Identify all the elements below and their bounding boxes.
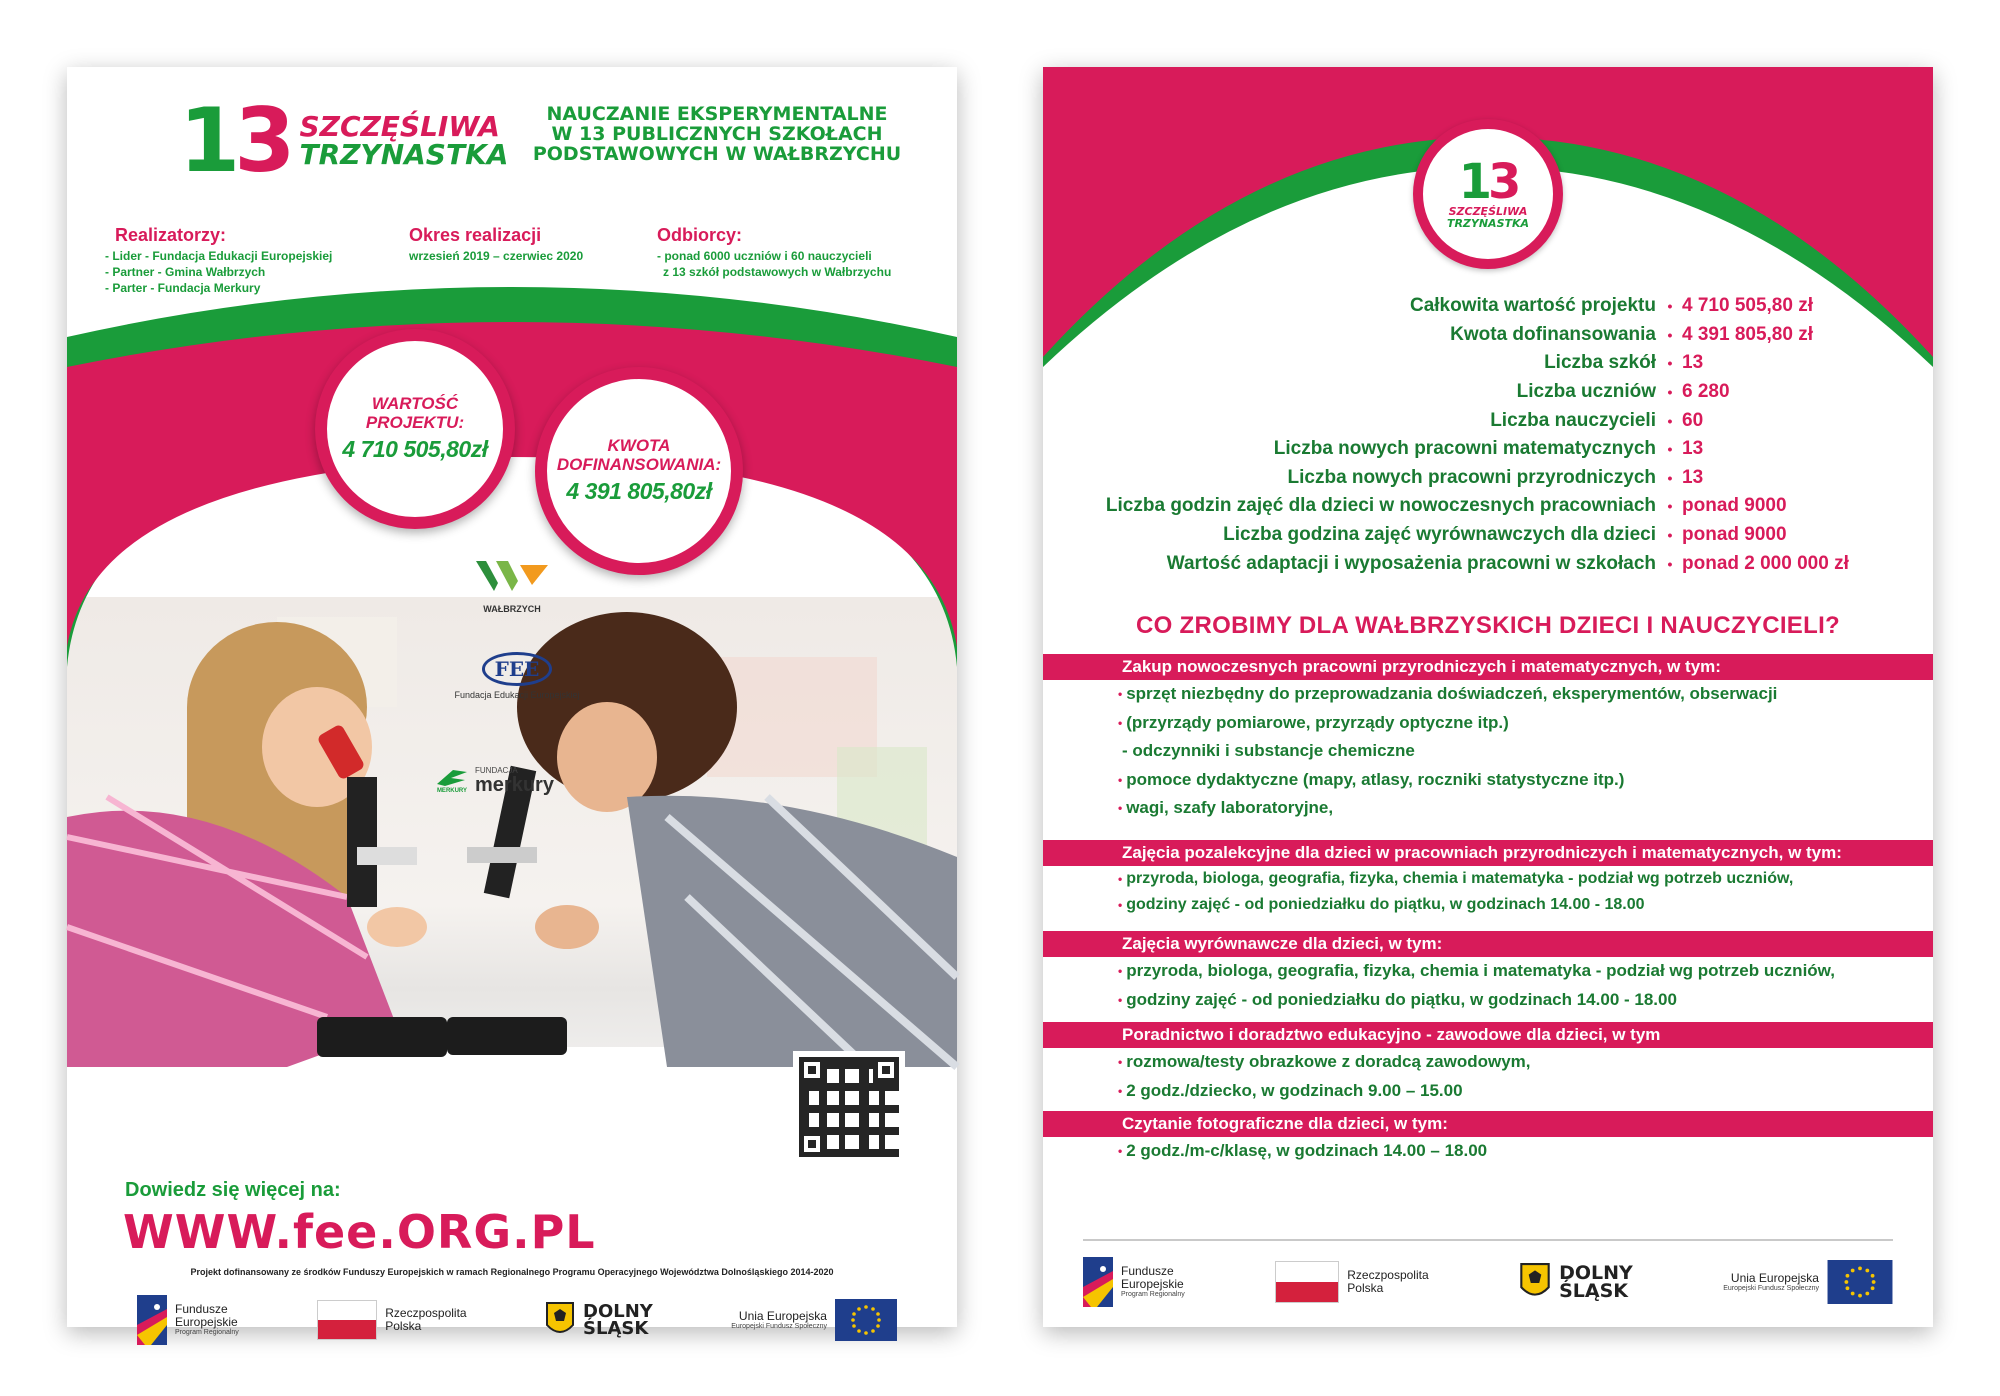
funding-logos-bar: [137, 1295, 897, 1345]
realizatorzy-line: - Lider - Fundacja Edukacji Europejskiej: [105, 249, 333, 263]
walbrzych-text: WAŁBRZYCH: [483, 604, 541, 614]
stat-row: [1043, 349, 1933, 378]
fee-name: Fundacja Edukacji Europejskiej: [454, 690, 580, 700]
stat-row: [1043, 321, 1933, 350]
merkury-logo: [435, 767, 605, 795]
bullet-icon: •: [1118, 898, 1123, 912]
realizatorzy-line: - Partner - Gmina Wałbrzych: [105, 265, 266, 280]
stat-bullet: •: [1667, 527, 1673, 544]
section-title-bar: Czytanie fotograficzne dla dzieci, w tym:: [1043, 1111, 1933, 1137]
merkury-bird-icon: [435, 768, 469, 788]
section-item-text: przyroda, biologa, geografia, fizyka, chemia i matematyka - podział wg potrzeb uczniów,: [1126, 961, 1835, 980]
logo-word-1: SZCZĘŚLIWA: [299, 110, 500, 143]
section-item: [1118, 709, 1933, 738]
logo-digit-one: 1: [179, 89, 235, 192]
stat-bullet: •: [1667, 555, 1673, 572]
back-funding-logos-bar: [1083, 1257, 1893, 1307]
value-label-2: PROJEKTU:: [365, 412, 465, 432]
eagle-shield-icon: [545, 1301, 575, 1339]
merkury-mark-text: MERKURY: [436, 788, 468, 794]
back-logo: [1413, 119, 1563, 269]
section-item: [1118, 1137, 1933, 1166]
eu-flag-icon: [1827, 1260, 1893, 1304]
stat-bullet: •: [1667, 298, 1673, 315]
stat-row: [1043, 549, 1933, 578]
rp-name-1: Rzeczpospolita: [1347, 1267, 1429, 1282]
realizatorzy-block: [105, 225, 332, 297]
stat-bullet: •: [1667, 384, 1673, 401]
stat-value: 13: [1682, 466, 1704, 488]
stat-label: Liczba godzina zajęć wyrównawczych dla dzieci: [1223, 524, 1656, 546]
microscope-base-2: [447, 1017, 567, 1055]
section-item-text: (przyrządy pomiarowe, przyrządy optyczne itp.): [1126, 712, 1509, 732]
microscope-stage-2: [467, 847, 537, 863]
rp-name-1: Rzeczpospolita: [385, 1305, 467, 1320]
project-logo: [179, 89, 509, 192]
section-item-text: 2 godz./dziecko, w godzinach 9.00 – 15.00: [1126, 1080, 1463, 1100]
logo-number: [179, 89, 290, 192]
rp-name-2: Polska: [385, 1319, 422, 1333]
fe-sub: Program Regionalny: [1121, 1291, 1185, 1299]
qr-code[interactable]: [793, 1051, 905, 1163]
fe-logo: [137, 1295, 239, 1345]
stat-bullet: •: [1667, 498, 1673, 515]
boy-hand: [535, 905, 599, 949]
stat-bullet: •: [1667, 326, 1673, 343]
section-item: [1118, 1077, 1933, 1106]
section-items: [1043, 866, 1933, 918]
ue-logo: [731, 1299, 897, 1341]
fe-flag-icon: [1083, 1257, 1113, 1307]
headline-line-2: W 13 PUBLICZNYCH SZKOŁACH: [551, 122, 883, 145]
stat-bullet: •: [1667, 412, 1673, 429]
back-logo-word-2: TRZYNASTKA: [1446, 217, 1530, 230]
logo-wordmark: [299, 110, 509, 171]
value-label-1: WARTOŚĆ: [371, 393, 459, 413]
section-item-text: 2 godz./m-c/klasę, w godzinach 14.00 – 18.00: [1126, 1141, 1488, 1160]
fe-logo: [1083, 1257, 1185, 1307]
ue-sub: Europejski Fundusz Społeczny: [1723, 1284, 1819, 1292]
stat-label: Liczba nowych pracowni przyrodniczych: [1287, 466, 1656, 488]
funding-amount: 4 391 805,80zł: [566, 478, 712, 505]
stat-row: [1043, 464, 1933, 493]
section-items: [1043, 680, 1933, 823]
bullet-icon: •: [1118, 872, 1123, 886]
headline-line-3: PODSTAWOWYCH W WAŁBRZYCHU: [532, 142, 902, 165]
realizatorzy-title: Realizatorzy:: [115, 225, 227, 245]
realizatorzy-line: - Parter - Fundacja Merkury: [105, 281, 261, 296]
fe-flag-icon: [137, 1295, 167, 1345]
bullet-icon: •: [1118, 715, 1123, 730]
merkury-wordmark: [475, 767, 554, 795]
back-logo-digit-three: 3: [1488, 154, 1518, 211]
section-item-text: godziny zajęć - od poniedziałku do piątku, w godzinach 14.00 - 18.00: [1126, 989, 1677, 1009]
fe-sub: Program Regionalny: [175, 1329, 239, 1337]
qr-finder-icon: [799, 1057, 825, 1083]
fe-name-1: Fundusze: [175, 1301, 228, 1316]
value-amount: 4 710 505,80zł: [342, 436, 488, 463]
stat-value: 13: [1682, 352, 1704, 374]
stat-value: 4 391 805,80 zł: [1682, 323, 1813, 345]
polish-flag-icon: [1275, 1261, 1339, 1303]
back-logo-number: [1458, 154, 1518, 211]
boy-face: [557, 702, 657, 812]
merkury-text: merkury: [475, 774, 554, 796]
girl-hand: [367, 907, 427, 947]
odbiorcy-block: [657, 225, 891, 280]
qr-finder-icon: [799, 1131, 825, 1157]
stat-value: 4 710 505,80 zł: [1682, 295, 1813, 317]
funding-note: Projekt dofinansowany ze środków Funduszy Europejskich w ramach Regionalnego Programu Operacyjnego Województwa Dolnośląskiego 2014-2020: [190, 1267, 834, 1277]
polish-flag-icon: [317, 1300, 377, 1340]
rp-logo: [317, 1300, 466, 1340]
stat-label: Liczba uczniów: [1516, 381, 1656, 403]
funding-label-2: DOFINANSOWANIA:: [556, 454, 722, 474]
section-title-bar: Zakup nowoczesnych pracowni przyrodniczych i matematycznych, w tym:: [1043, 654, 1933, 680]
activity-section: [1043, 1111, 1933, 1166]
stat-row: [1043, 492, 1933, 521]
qr-code-pattern: [799, 1057, 899, 1157]
section-items: [1043, 957, 1933, 1014]
stat-label: Wartość adaptacji i wyposażenia pracowni w szkołach: [1166, 552, 1656, 574]
stat-bullet: •: [1667, 469, 1673, 486]
qr-finder-icon: [873, 1057, 899, 1083]
rp-name-2: Polska: [1347, 1281, 1384, 1295]
okres-block: [409, 225, 583, 264]
section-item-text: rozmowa/testy obrazkowe z doradcą zawodowym,: [1126, 1052, 1531, 1071]
footer-divider: [1083, 1239, 1893, 1241]
stat-label: Liczba nowych pracowni matematycznych: [1273, 438, 1656, 460]
website-link[interactable]: WWW.fee.ORG.PL: [123, 1205, 596, 1259]
bullet-icon: •: [1118, 1083, 1123, 1098]
bullet-icon: •: [1118, 964, 1123, 978]
section-item-text: pomoce dydaktyczne (mapy, atlasy, roczniki statystyczne itp.): [1126, 769, 1625, 789]
section-item: [1118, 766, 1933, 795]
ds-name-1: DOLNY: [1559, 1261, 1633, 1284]
stat-row: [1043, 378, 1933, 407]
section-item: [1118, 866, 1933, 892]
bullet-icon: •: [1118, 1055, 1123, 1069]
stat-label: Całkowita wartość projektu: [1409, 295, 1656, 317]
section-item: [1118, 680, 1933, 709]
section-item-text: godziny zajęć - od poniedziałku do piątku, w godzinach 14.00 - 18.00: [1126, 896, 1645, 913]
ue-sub: Europejski Fundusz Społeczny: [731, 1322, 827, 1330]
ue-name: Unia Europejska: [738, 1308, 827, 1323]
stat-bullet: •: [1667, 355, 1673, 372]
microscope-base: [317, 1017, 447, 1057]
section-item: [1118, 892, 1933, 918]
okres-title: Okres realizacji: [409, 225, 542, 245]
front-leaflet: [67, 67, 957, 1339]
headline: [517, 105, 917, 165]
funding-label-1: KWOTA: [607, 435, 671, 455]
project-value-circle: [315, 329, 515, 529]
fe-name-2: Europejskie: [175, 1315, 238, 1330]
back-logo-wordmark: [1447, 206, 1529, 229]
fe-name-1: Fundusze: [1121, 1263, 1174, 1278]
stat-row: [1043, 406, 1933, 435]
stat-label: Liczba nauczycieli: [1490, 409, 1656, 431]
rp-logo: [1275, 1261, 1428, 1303]
stat-value: 60: [1682, 409, 1704, 431]
stat-label: Liczba godzin zajęć dla dzieci w nowoczesnych pracowniach: [1105, 495, 1656, 517]
question-heading: CO ZROBIMY DLA WAŁBRZYSKICH DZIECI I NAUCZYCIELI?: [1135, 612, 1841, 639]
activity-section: [1043, 1022, 1933, 1105]
walbrzych-mark-icon: [472, 555, 552, 599]
bullet-icon: •: [1118, 992, 1123, 1007]
section-item: [1118, 1048, 1933, 1077]
section-item: [1118, 737, 1933, 766]
eagle-shield-icon: [1519, 1262, 1551, 1302]
section-title-bar: Poradnictwo i doradztwo edukacyjno - zawodowe dla dzieci, w tym: [1043, 1022, 1933, 1048]
eu-flag-icon: [835, 1299, 897, 1341]
okres-line: wrzesień 2019 – czerwiec 2020: [409, 249, 584, 263]
stat-value: ponad 9000: [1682, 524, 1787, 546]
stat-value: 6 280: [1682, 381, 1730, 403]
bullet-icon: •: [1118, 687, 1123, 701]
more-info-label: Dowiedz się więcej na:: [125, 1179, 341, 1201]
section-title-bar: Zajęcia wyrównawcze dla dzieci, w tym:: [1043, 931, 1933, 957]
back-leaflet: [1043, 67, 1933, 1327]
fe-name-2: Europejskie: [1121, 1277, 1184, 1292]
ds-name-1: DOLNY: [583, 1300, 653, 1322]
microscope-stage: [357, 847, 417, 865]
odbiorcy-line: - ponad 6000 uczniów i 60 nauczycieli: [657, 249, 872, 263]
ds-logo: [545, 1301, 653, 1339]
project-stats: [1043, 292, 1933, 578]
section-items: [1043, 1137, 1933, 1166]
section-items: [1043, 1048, 1933, 1105]
stat-label: Kwota dofinansowania: [1450, 323, 1656, 345]
funding-value-circle: [535, 367, 743, 575]
headline-line-1: NAUCZANIE EKSPERYMENTALNE: [546, 103, 888, 125]
logo-word-2: TRZYNASTKA: [299, 138, 509, 171]
logo-digit-three: 3: [234, 89, 290, 192]
stat-bullet: •: [1667, 441, 1673, 458]
odbiorcy-line: z 13 szkół podstawowych w Wałbrzychu: [663, 265, 892, 280]
odbiorcy-title: Odbiorcy:: [657, 225, 743, 245]
section-item-text: sprzęt niezbędny do przeprowadzania doświadczeń, eksperymentów, obserwacji: [1126, 684, 1778, 703]
ds-name-2: ŚLĄSK: [583, 1318, 649, 1339]
stat-value: ponad 2 000 000 zł: [1682, 552, 1849, 574]
bullet-icon: •: [1118, 801, 1123, 815]
activity-section: [1043, 654, 1933, 823]
fee-logo: [427, 652, 607, 700]
stat-value: ponad 9000: [1682, 495, 1787, 517]
activity-section: [1043, 840, 1933, 918]
activity-section: [1043, 931, 1933, 1014]
section-item-text: wagi, szafy laboratoryjne,: [1126, 798, 1334, 817]
ue-name: Unia Europejska: [1730, 1270, 1819, 1285]
stat-row: [1043, 292, 1933, 321]
ds-logo: [1519, 1262, 1633, 1302]
fee-mark-icon: FEE: [482, 652, 553, 686]
stat-row: [1043, 521, 1933, 550]
back-logo-word-1: SZCZĘŚLIWA: [1448, 205, 1528, 219]
back-logo-digit-one: 1: [1458, 154, 1488, 211]
stat-label: Liczba szkół: [1544, 352, 1656, 374]
section-item: [1118, 986, 1933, 1015]
bullet-icon: •: [1118, 772, 1123, 787]
section-item-text: - odczynniki i substancje chemiczne: [1122, 741, 1415, 760]
section-item: [1118, 794, 1933, 823]
ds-name-2: ŚLĄSK: [1559, 1280, 1628, 1302]
stat-value: 13: [1682, 438, 1704, 460]
section-item: [1118, 957, 1933, 986]
merkury-small-text: FUNDACJA: [475, 766, 518, 775]
bullet-icon: •: [1118, 1144, 1123, 1158]
walbrzych-logo: [457, 555, 567, 614]
section-title-bar: Zajęcia pozalekcyjne dla dzieci w pracowniach przyrodniczych i matematycznych, w tym:: [1043, 840, 1933, 866]
stat-row: [1043, 435, 1933, 464]
ue-logo: [1723, 1260, 1893, 1304]
microscope-arm: [347, 777, 377, 907]
merkury-mark: [435, 768, 469, 794]
section-item-text: przyroda, biologa, geografia, fizyka, chemia i matematyka - podział wg potrzeb uczniów,: [1126, 870, 1794, 887]
